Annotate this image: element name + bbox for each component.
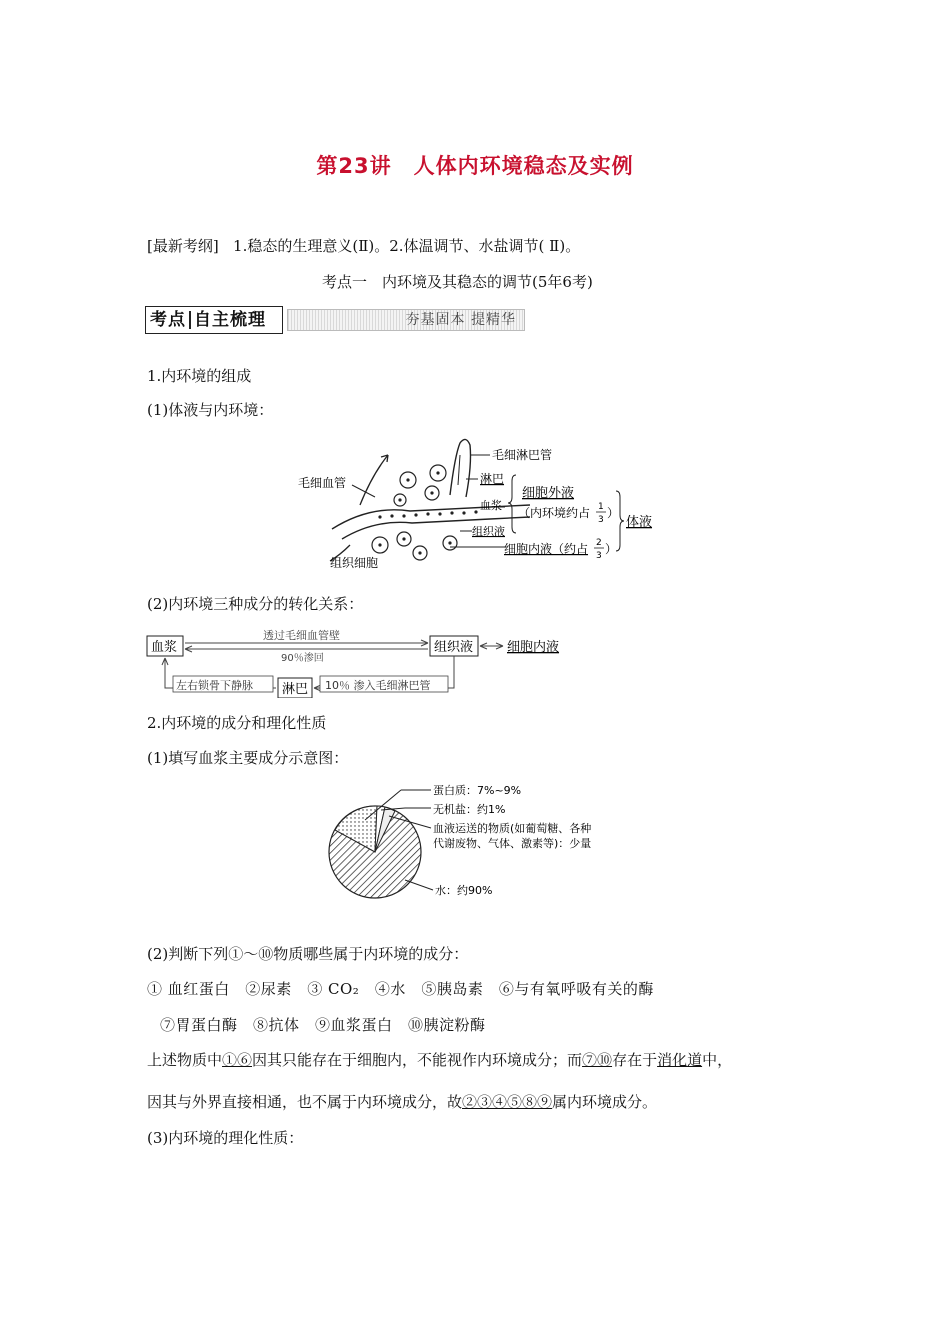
ans2-b: ②③④⑤⑧⑨ (462, 1093, 553, 1111)
page-title: 第23讲 人体内环境稳态及实例 (316, 154, 634, 178)
s2-sub3: (3)内环境的理化性质： (147, 1129, 304, 1147)
s2-sub2: (2)判断下列①～⑩物质哪些属于内环境的成分： (147, 945, 469, 963)
pie-label-transport-2: 代谢废物、气体、激素等)：少量 (433, 837, 592, 850)
label-ecf-note: （内环境约占 (518, 506, 591, 520)
box-lymph: 淋巴 (282, 682, 309, 697)
frac1-num: 1 (598, 502, 604, 512)
body-fluid-diagram (290, 435, 670, 575)
syllabus-line (147, 236, 580, 256)
plasma-pie-chart (325, 780, 645, 910)
section-banner (145, 306, 525, 334)
kaodian-heading: 考点一 内环境及其稳态的调节(5年6考) (322, 273, 593, 291)
label-capillary: 毛细血管 (298, 476, 347, 490)
answer-line-2 (147, 1092, 657, 1112)
paren-close-1: ） (607, 506, 620, 520)
label-tissue-cell: 组织细胞 (330, 556, 379, 570)
box-tissue-fluid: 组织液 (434, 640, 474, 655)
syllabus-label: [最新考纲] (147, 237, 219, 255)
ans1-a: 上述物质中 (147, 1051, 223, 1069)
conversion-diagram (145, 628, 575, 698)
pie-label-protein: 蛋白质：7%~9% (433, 784, 522, 797)
frac2-den: 3 (596, 551, 602, 561)
banner-title (145, 306, 283, 334)
ans1-e: 存在于 (612, 1051, 658, 1069)
label-tissue-fluid: 组织液 (472, 525, 505, 538)
ans1-c: 因其只能存在于细胞内，不能视作内环境成分；而 (252, 1051, 583, 1069)
ans2-c: 属内环境成分。 (552, 1093, 658, 1111)
paren-close-2: ） (605, 542, 618, 556)
box-plasma: 血浆 (151, 640, 178, 655)
answer-line-1 (147, 1050, 732, 1070)
label-back: 90％渗回 (281, 653, 324, 664)
pie-label-transport-1: 血液运送的物质(如葡萄糖、各种 (433, 822, 592, 835)
list-line-1: ① 血红蛋白 ②尿素 ③ CO₂ ④水 ⑤胰岛素 ⑥与有氧呼吸有关的酶 (147, 980, 654, 998)
label-lymph-capillary: 毛细淋巴管 (492, 448, 553, 462)
syllabus-text: 1.稳态的生理意义(Ⅱ)。2.体温调节、水盐调节( Ⅱ)。 (233, 237, 581, 255)
pie-label-salt: 无机盐：约1% (433, 803, 506, 816)
label-plasma: 血浆 (480, 499, 502, 512)
s1-sub1: (1)体液与内环境： (147, 401, 274, 419)
ans1-b: ①⑥ (222, 1051, 253, 1069)
frac2-num: 2 (596, 538, 602, 548)
label-lymph: 淋巴 (480, 472, 505, 486)
label-through-wall: 透过毛细血管壁 (263, 629, 340, 642)
banner-right: 自主梳理 (194, 310, 266, 330)
banner-tag: 夯基固本 提精华 (287, 309, 525, 331)
box-icf: 细胞内液 (507, 640, 560, 655)
s1-heading: 1.内环境的组成 (147, 367, 252, 385)
ans1-g: 中， (702, 1051, 733, 1069)
s2-sub1: (1)填写血浆主要成分示意图： (147, 749, 349, 767)
ans1-d: ⑦⑩ (582, 1051, 613, 1069)
ans1-f: 消化道 (657, 1051, 703, 1069)
pie-label-water: 水：约90% (435, 884, 493, 897)
label-into-lymph: 10％ 渗入毛细淋巴管 (325, 679, 431, 692)
label-body-fluid: 体液 (626, 515, 653, 530)
s2-heading: 2.内环境的成分和理化性质 (147, 714, 327, 732)
banner-left: 考点 (150, 310, 186, 330)
label-vein: 左右锁骨下静脉 (176, 679, 253, 692)
frac1-den: 3 (598, 515, 604, 525)
s1-sub2: (2)内环境三种成分的转化关系： (147, 595, 364, 613)
list-line-2: ⑦胃蛋白酶 ⑧抗体 ⑨血浆蛋白 ⑩胰淀粉酶 (160, 1016, 486, 1034)
ans2-a: 因其与外界直接相通，也不属于内环境成分，故 (147, 1093, 463, 1111)
label-icf: 细胞内液（约占 (504, 542, 589, 556)
label-ecf: 细胞外液 (522, 486, 575, 501)
